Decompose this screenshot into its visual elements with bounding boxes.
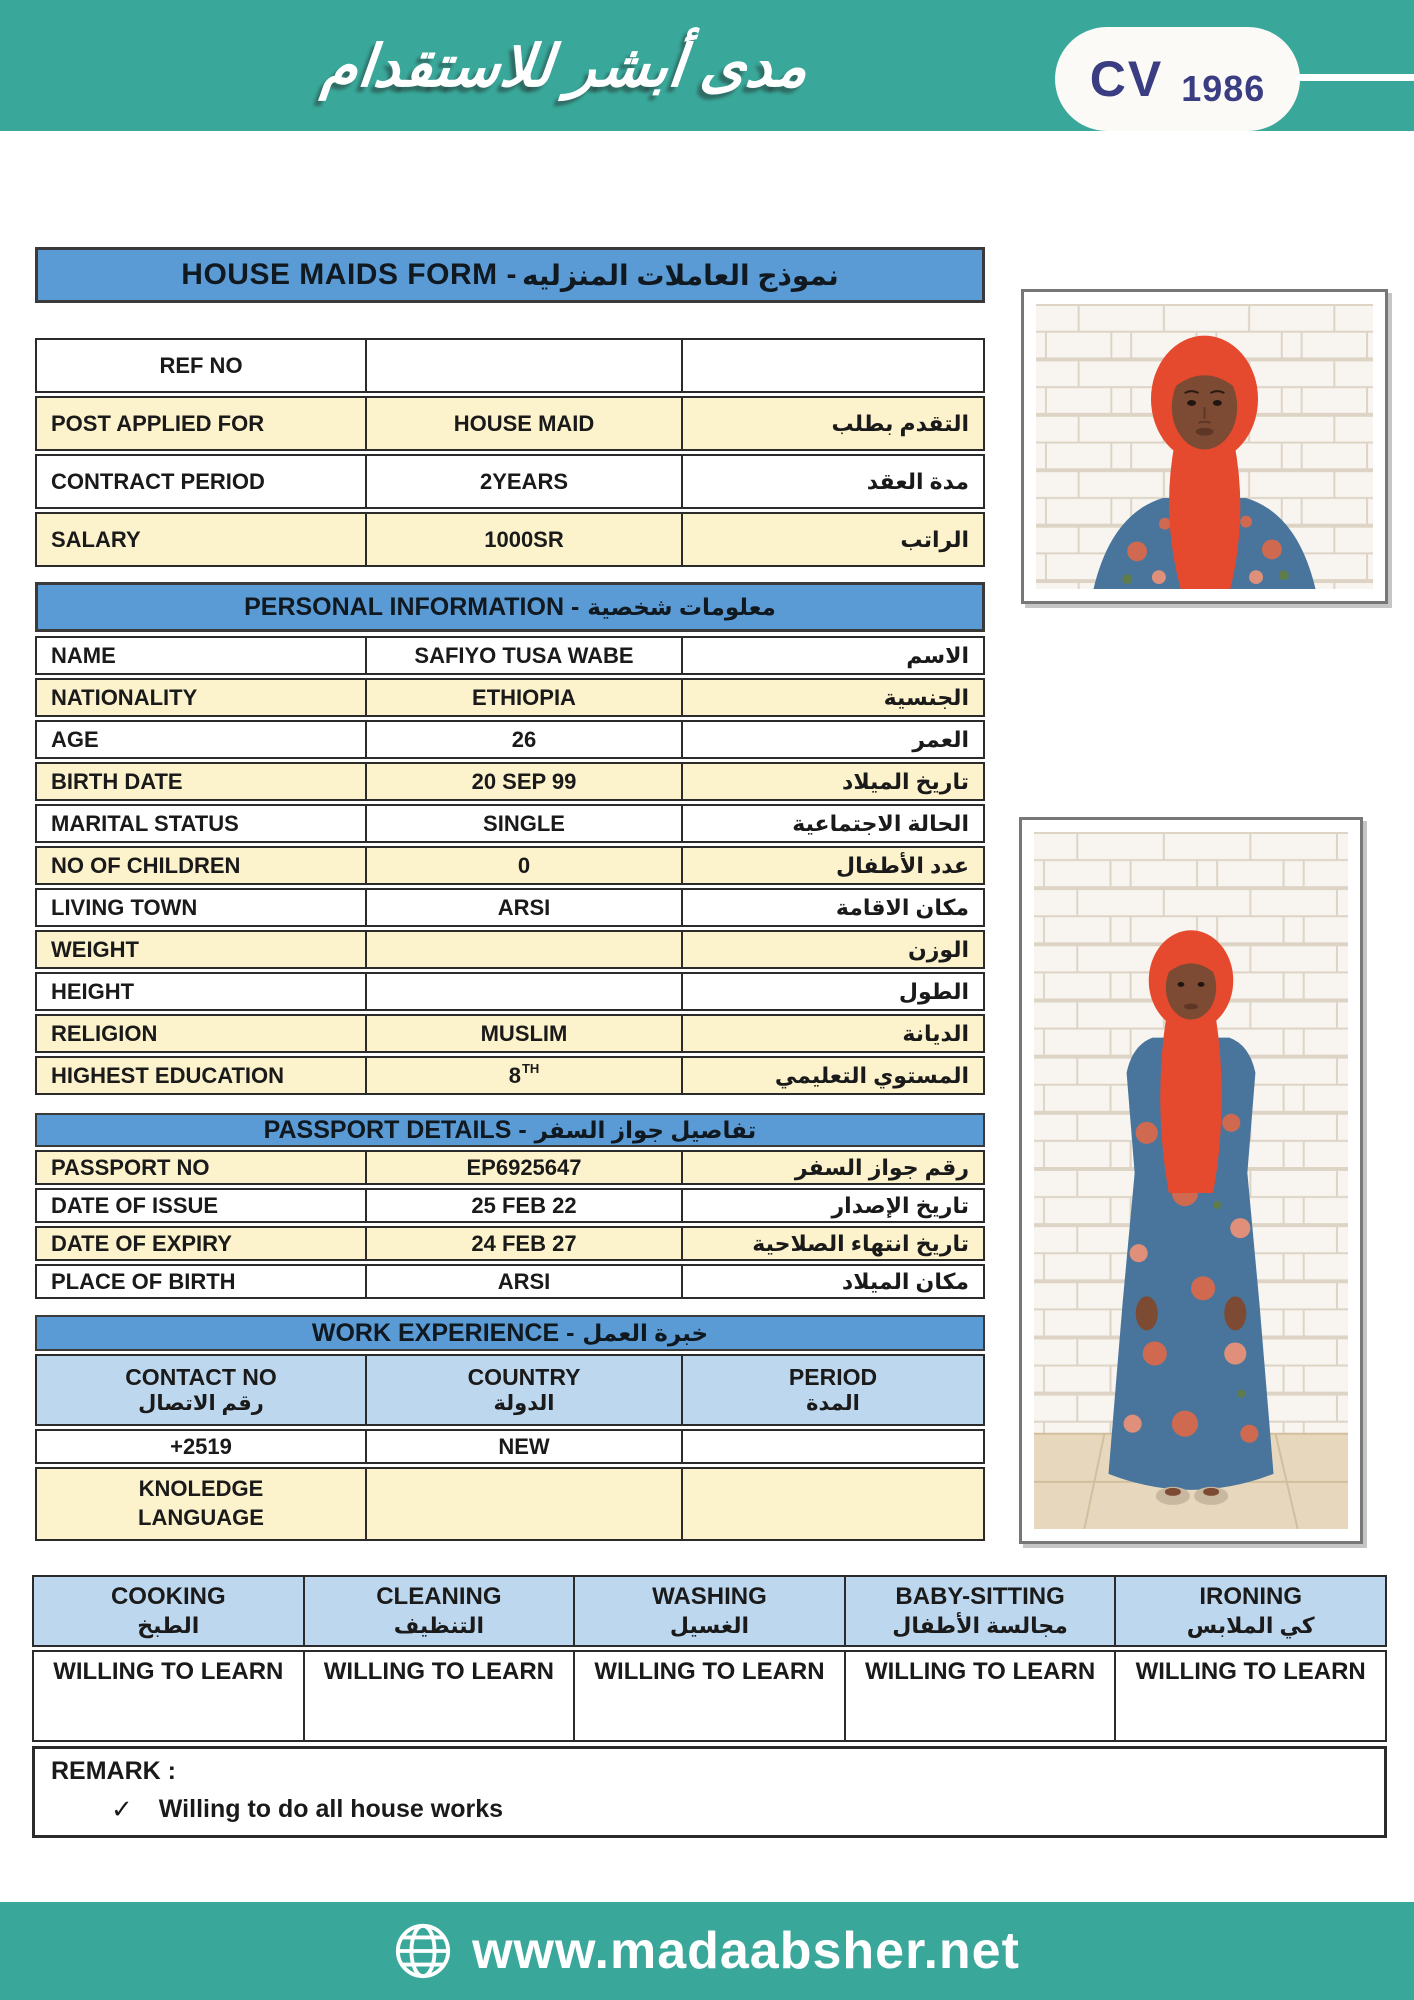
row-label: LIVING TOWN xyxy=(51,894,198,920)
table-row-passport-no xyxy=(35,1150,985,1185)
row-label-ar: مدة العقد xyxy=(866,468,969,494)
applicant-fullbody-photo xyxy=(1019,817,1363,1544)
section-title-ar: تفاصيل جواز السفر xyxy=(534,1116,757,1143)
row-label-ar: تاريخ الإصدار xyxy=(831,1192,969,1218)
education-grade-suffix: TH xyxy=(521,1061,540,1076)
skill-header-cleaning xyxy=(303,1577,574,1645)
check-icon: ✓ xyxy=(111,1794,133,1824)
table-row-place-of-birth xyxy=(35,1264,985,1299)
row-value: 25 FEB 22 xyxy=(365,1190,683,1221)
table-row-marital-status xyxy=(35,804,985,843)
personal-information-table xyxy=(35,636,985,1098)
skill-name-en: COOKING xyxy=(110,1583,226,1611)
row-value: 26 xyxy=(365,722,683,757)
remark-box xyxy=(32,1746,1387,1838)
column-header-ar: المدة xyxy=(806,1392,860,1416)
skill-level: WILLING TO LEARN xyxy=(844,1652,1115,1740)
row-label: DATE OF EXPIRY xyxy=(51,1230,232,1256)
row-value: SAFIYO TUSA WABE xyxy=(365,638,683,673)
table-row-weight xyxy=(35,930,985,969)
table-row-no-of-children xyxy=(35,846,985,885)
section-title-en: WORK EXPERIENCE - xyxy=(311,1318,575,1347)
row-label: REF NO xyxy=(159,352,243,378)
skill-name-ar: كي الملابس xyxy=(1186,1613,1315,1639)
table-row-post-applied xyxy=(35,396,985,451)
knowledge-line: KNOLEDGE xyxy=(138,1476,264,1502)
row-label-ar: الراتب xyxy=(900,526,969,552)
row-label: HIGHEST EDUCATION xyxy=(51,1062,285,1088)
personal-information-header xyxy=(35,582,985,632)
column-header-ar: رقم الاتصال xyxy=(138,1392,264,1416)
work-table-row-contact xyxy=(35,1429,985,1464)
form-title-en: HOUSE MAIDS FORM - xyxy=(181,258,517,291)
table-row-contract-period xyxy=(35,454,985,509)
section-title-ar: معلومات شخصية xyxy=(587,593,776,620)
row-label: PLACE OF BIRTH xyxy=(51,1268,236,1294)
application-table xyxy=(35,338,985,570)
skills-table xyxy=(32,1575,1387,1745)
section-title-en: PERSONAL INFORMATION - xyxy=(244,592,580,621)
row-value: ARSI xyxy=(365,890,683,925)
row-value: ETHIOPIA xyxy=(365,680,683,715)
row-value: 20 SEP 99 xyxy=(365,764,683,799)
column-header-en: PERIOD xyxy=(788,1363,878,1390)
table-row-salary xyxy=(35,512,985,567)
row-label-ar: الوزن xyxy=(907,936,969,962)
column-header-en: CONTACT NO xyxy=(125,1363,277,1390)
form-title-bar xyxy=(35,247,985,303)
work-period xyxy=(683,1469,983,1539)
work-country xyxy=(365,1469,683,1539)
table-row-living-town xyxy=(35,888,985,927)
row-value: MUSLIM xyxy=(365,1016,683,1051)
work-period xyxy=(683,1431,983,1462)
skill-level: WILLING TO LEARN xyxy=(1114,1652,1385,1740)
top-banner xyxy=(0,0,1414,131)
section-title-ar: خبرة العمل xyxy=(582,1319,709,1346)
row-label-ar: الجنسية xyxy=(883,684,969,710)
agency-brand-title: مدى أبشر للاستقدام xyxy=(318,33,812,99)
table-row-highest-education xyxy=(35,1056,985,1095)
skill-header-ironing xyxy=(1114,1577,1385,1645)
row-value xyxy=(365,974,683,1009)
row-label-ar: الطول xyxy=(898,978,969,1004)
skills-header-row xyxy=(32,1575,1387,1647)
skills-value-row xyxy=(32,1650,1387,1742)
skill-header-baby-sitting xyxy=(844,1577,1115,1645)
row-label-ar: الاسم xyxy=(906,642,969,668)
row-label: CONTRACT PERIOD xyxy=(51,468,265,494)
globe-icon xyxy=(394,1922,452,1980)
skill-name-ar: مجالسة الأطفال xyxy=(892,1613,1068,1639)
skill-header-washing xyxy=(573,1577,844,1645)
badge-connector-line xyxy=(1296,74,1414,81)
row-label: DATE OF ISSUE xyxy=(51,1192,219,1218)
skill-name-en: IRONING xyxy=(1199,1583,1302,1611)
form-title-ar: نموذج العاملات المنزليه xyxy=(521,259,839,291)
row-value: 2YEARS xyxy=(365,456,683,507)
row-label: SALARY xyxy=(51,526,141,552)
skill-level: WILLING TO LEARN xyxy=(573,1652,844,1740)
row-label: AGE xyxy=(51,726,99,752)
row-value xyxy=(365,1058,683,1093)
row-label: RELIGION xyxy=(51,1020,158,1046)
skill-name-en: CLEANING xyxy=(376,1583,502,1611)
education-grade: 8 xyxy=(508,1062,521,1088)
row-label-ar: رقم جواز السفر xyxy=(794,1154,969,1180)
knowledge-language-label xyxy=(37,1469,365,1539)
table-row-height xyxy=(35,972,985,1011)
cv-number: 1986 xyxy=(1181,68,1266,109)
row-value: 24 FEB 27 xyxy=(365,1228,683,1259)
row-label: PASSPORT NO xyxy=(51,1154,210,1180)
table-row-religion xyxy=(35,1014,985,1053)
row-label-ar: تاريخ انتهاء الصلاحية xyxy=(752,1230,969,1256)
row-label: NATIONALITY xyxy=(51,684,198,710)
passport-details-table xyxy=(35,1150,985,1302)
applicant-headshot-photo xyxy=(1021,289,1388,604)
row-value: 0 xyxy=(365,848,683,883)
row-label-ar: مكان الميلاد xyxy=(841,1268,969,1294)
table-row-date-of-issue xyxy=(35,1188,985,1223)
row-label-ar: عدد الأطفال xyxy=(836,852,969,878)
skill-level: WILLING TO LEARN xyxy=(53,1658,284,1685)
row-label-ar: التقدم بطلب xyxy=(831,410,969,436)
footer-bar xyxy=(0,1902,1414,2000)
row-value: ARSI xyxy=(365,1266,683,1297)
row-value xyxy=(365,340,683,391)
row-value: SINGLE xyxy=(365,806,683,841)
section-title-en: PASSPORT DETAILS - xyxy=(263,1115,527,1144)
column-header-country xyxy=(365,1356,683,1424)
row-value: HOUSE MAID xyxy=(365,398,683,449)
skill-header-cooking xyxy=(34,1577,303,1645)
row-label-ar: الحالة الاجتماعية xyxy=(792,810,969,836)
language-line: LANGUAGE xyxy=(138,1505,264,1530)
skill-name-ar: الطبخ xyxy=(137,1613,200,1639)
fullbody-illustration xyxy=(1034,832,1348,1529)
skill-name-en: BABY-SITTING xyxy=(895,1583,1065,1611)
row-label: POST APPLIED FOR xyxy=(51,410,265,436)
row-value xyxy=(365,932,683,967)
column-header-en: COUNTRY xyxy=(467,1363,581,1390)
row-label: NAME xyxy=(51,642,116,668)
row-value: 1000SR xyxy=(365,514,683,565)
headshot-illustration xyxy=(1036,304,1373,589)
row-label-ar: الديانة xyxy=(902,1020,969,1046)
row-label-ar: العمر xyxy=(912,726,969,752)
row-label: NO OF CHILDREN xyxy=(51,852,241,878)
table-row-name xyxy=(35,636,985,675)
passport-details-header xyxy=(35,1113,985,1147)
table-row-birth-date xyxy=(35,762,985,801)
work-experience-header xyxy=(35,1315,985,1351)
skill-name-ar: التنظيف xyxy=(393,1613,485,1639)
table-row-age xyxy=(35,720,985,759)
table-row-ref-no xyxy=(35,338,985,393)
remark-text: Willing to do all house works xyxy=(158,1795,504,1823)
website-url: www.madaabsher.net xyxy=(472,1922,1020,1980)
cv-number-badge xyxy=(1055,27,1300,131)
column-header-contact-no xyxy=(37,1356,365,1424)
skill-level: WILLING TO LEARN xyxy=(303,1652,574,1740)
work-table-row-language xyxy=(35,1467,985,1541)
table-row-nationality xyxy=(35,678,985,717)
work-country: NEW xyxy=(365,1431,683,1462)
work-experience-table xyxy=(35,1354,985,1544)
row-label-ar: تاريخ الميلاد xyxy=(842,768,969,794)
table-row-date-of-expiry xyxy=(35,1226,985,1261)
skill-name-en: WASHING xyxy=(652,1583,767,1611)
row-label-ar: مكان الاقامة xyxy=(835,894,969,920)
remark-item xyxy=(111,1794,1368,1825)
row-label: MARITAL STATUS xyxy=(51,810,239,836)
row-label: HEIGHT xyxy=(51,978,135,1004)
row-label-ar: المستوي التعليمي xyxy=(774,1062,969,1088)
contact-number: +2519 xyxy=(170,1433,232,1459)
column-header-ar: الدولة xyxy=(493,1392,555,1416)
row-value: EP6925647 xyxy=(365,1152,683,1183)
remark-label: REMARK : xyxy=(51,1757,176,1785)
skill-name-ar: الغسيل xyxy=(669,1613,750,1639)
row-label: BIRTH DATE xyxy=(51,768,183,794)
cv-label: CV xyxy=(1089,51,1164,107)
work-table-column-headers xyxy=(35,1354,985,1426)
row-label: WEIGHT xyxy=(51,936,139,962)
column-header-period xyxy=(683,1356,983,1424)
